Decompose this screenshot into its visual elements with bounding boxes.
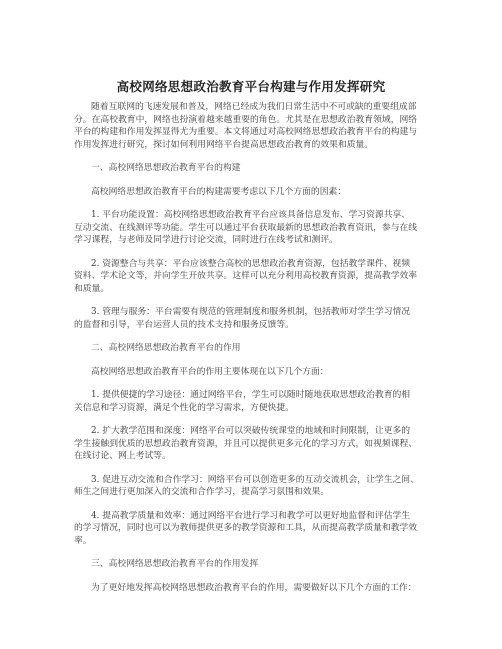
section-1-item-1-line-2: 互动交流、在线测评等功能。学生可以通过平台获取最新的思想政治教育资讯，参与在线 [74,222,418,233]
section-1-item-1-line-3: 学习课程，与老师及同学进行讨论交流，同时进行在线考试和测评。 [74,235,338,245]
section-1-intro: 高校网络思想政治教育平台的构建需要考虑以下几个方面的因素： [91,186,347,197]
section-2-intro: 高校网络思想政治教育平台的作用主要体现在以下几个方面： [91,366,329,377]
section-heading-3: 三、高校网络思想政治教育平台的作用发挥 [91,559,259,569]
section-2-item-4-line-2: 的学习情况，同时也可以为教师提供更多的教学资源和工具，从而提高教学质量和教学效 [74,523,418,533]
intro-line-3: 平台的构建和作用发挥显得尤为重要。本文将通过对高校网络思想政治教育平台的构建与 [74,127,418,137]
section-2-item-1-line-2: 关信息和学习资源，满足个性化的学习需求，方便快捷。 [74,402,294,413]
section-heading-2: 二、高校网络思想政治教育平台的作用 [91,343,241,353]
section-1-item-2-line-3: 和质量。 [74,283,110,294]
section-2-item-4-line-3: 率。 [74,535,92,546]
section-2-item-2-line-3: 在线讨论、网上考试等。 [74,451,171,461]
section-1-item-2-line-1: 2. 资源整合与共享：平台应该整合高校的思想政治教育资源，包括教学课件、视频 [91,258,411,269]
section-1-item-3-line-2: 的监督和引导，平台运营人员的技术支持和服务反馈等。 [74,319,294,330]
section-1-item-3-line-1: 3. 管理与服务：平台需要有规范的管理制度和服务机制，包括教师对学生学习情况 [91,307,411,317]
section-3-intro: 为了更好地发挥高校网络思想政治教育平台的作用，需要做好以下几个方面的工作： [91,582,417,593]
intro-line-4: 作用发挥进行研究，探讨如何利用网络平台提高思想政治教育的效果和质量。 [74,139,374,150]
intro-line-2: 分。在高校教育中，网络也扮演着越来越重要的角色。尤其是在思想政治教育领域，网络 [74,114,418,125]
document-title: 高校网络思想政治教育平台构建与作用发挥研究 [116,79,386,94]
section-2-item-3-line-2: 师生之间进行更加深入的交流和合作学习，提高学习氛围和效果。 [74,487,330,497]
section-heading-1: 一、高校网络思想政治教育平台的构建 [91,163,241,173]
section-2-item-1-line-1: 1. 提供便捷的学习途径：通过网络平台，学生可以随时随地获取思想政治教育的相 [91,390,411,400]
section-1-item-2-line-2: 资料、学术论文等，并向学生开放共享。这样可以充分利用高校教育资源，提高教学效率 [74,271,418,281]
section-2-item-4-line-1: 4. 提高教学质量和效率：通过网络平台进行学习和教学可以更好地监督和评估学生 [91,510,411,521]
document-body [74,101,446,594]
section-2-item-2-line-2: 学生接触到优质的思想政治教育资源，并且可以提供更多元化的学习方式，如视频课程、 [74,438,418,449]
section-2-item-2-line-1: 2. 扩大教学范围和深度：网络平台可以突破传统课堂的地域和时间限制，让更多的 [91,426,411,436]
section-1-item-1-line-1: 1. 平台功能设置：高校网络思想政治教育平台应该具备信息发布、学习资源共享、 [91,210,411,220]
section-2-item-3-line-1: 3. 促进互动交流和合作学习：网络平台可以创造更多的互动交流机会，让学生之间、 [91,474,419,485]
intro-line-1: 随着互联网的飞速发展和普及，网络已经成为我们日常生活中不可或缺的重要组成部 [91,102,417,112]
